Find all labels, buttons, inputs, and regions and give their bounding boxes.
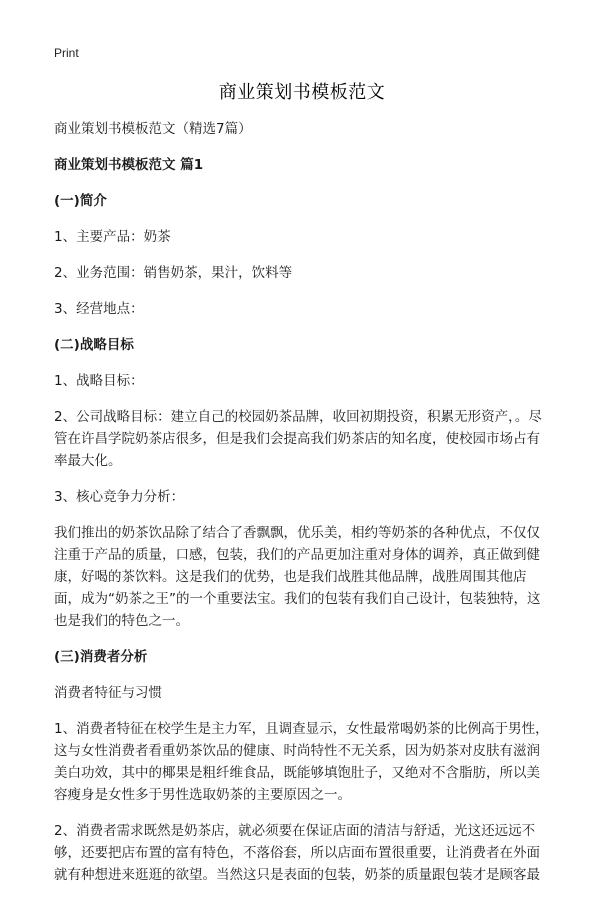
strategy-item-competitiveness: 3、核心竞争力分析：	[54, 489, 185, 505]
document-subtitle: 商业策划书模板范文（精选7篇）	[54, 121, 252, 137]
document-body	[54, 78, 550, 900]
strategy-item-goal: 1、战略目标：	[54, 373, 144, 389]
strategy-paragraph: 我们推出的奶茶饮品除了结合了香飘飘，优乐美，相约等奶茶的各种优点，不仅仅注重于产品的质量，口感，包装，我们的产品更加注重对身体的调养，真正做到健康，好喝的茶饮料。这是我们的优势，也是我们战胜其他品牌，战胜周围其他店面，成为“奶茶之王”的一个重要法宝。我们的包装有我们自己设计，包装独特，这也是我们的特色之一。	[54, 525, 541, 629]
intro-item-scope: 2、业务范围：销售奶茶，果汁，饮料等	[54, 265, 293, 281]
article-heading: 商业策划书模板范文 篇1	[54, 157, 204, 173]
section-heading-consumer: (三)消费者分析	[54, 649, 148, 665]
section-heading-strategy: (二)战略目标	[54, 337, 134, 353]
document-title: 商业策划书模板范文	[218, 82, 386, 103]
intro-item-product: 1、主要产品：奶茶	[54, 229, 171, 245]
strategy-item-company-goal: 2、公司战略目标：建立自己的校园奶茶品牌，收回初期投资，积累无形资产，。尽管在许昌学院奶茶店很多，但是我们会提高我们奶茶店的知名度，使校园市场占有率最大化。	[54, 409, 542, 469]
section-heading-intro: (一)简介	[54, 193, 107, 209]
consumer-subheading: 消费者特征与习惯	[54, 685, 162, 701]
print-link[interactable]: Print	[54, 46, 79, 60]
consumer-item-needs: 2、消费者需求既然是奶茶店，就必须要在保证店面的清洁与舒适，光这还远远不够，还要把店布置的富有特色，不落俗套，所以店面布置很重要，让消费者在外面就有种想进来逛逛的欲望。当然这只是表面的包装，奶茶的质量跟包装才是顾客最	[54, 823, 540, 883]
intro-item-location: 3、经营地点：	[54, 301, 144, 317]
consumer-item-characteristics: 1、消费者特征在校学生是主力军，且调查显示，女性最常喝奶茶的比例高于男性，这与女性消费者看重奶茶饮品的健康、时尚特性不无关系，因为奶茶对皮肤有滋润美白功效，其中的椰果是粗纤维食品，既能够填饱肚子，又绝对不含脂肪，所以美容瘦身是女性多于男性选取奶茶的主要原因之一。	[54, 721, 549, 803]
